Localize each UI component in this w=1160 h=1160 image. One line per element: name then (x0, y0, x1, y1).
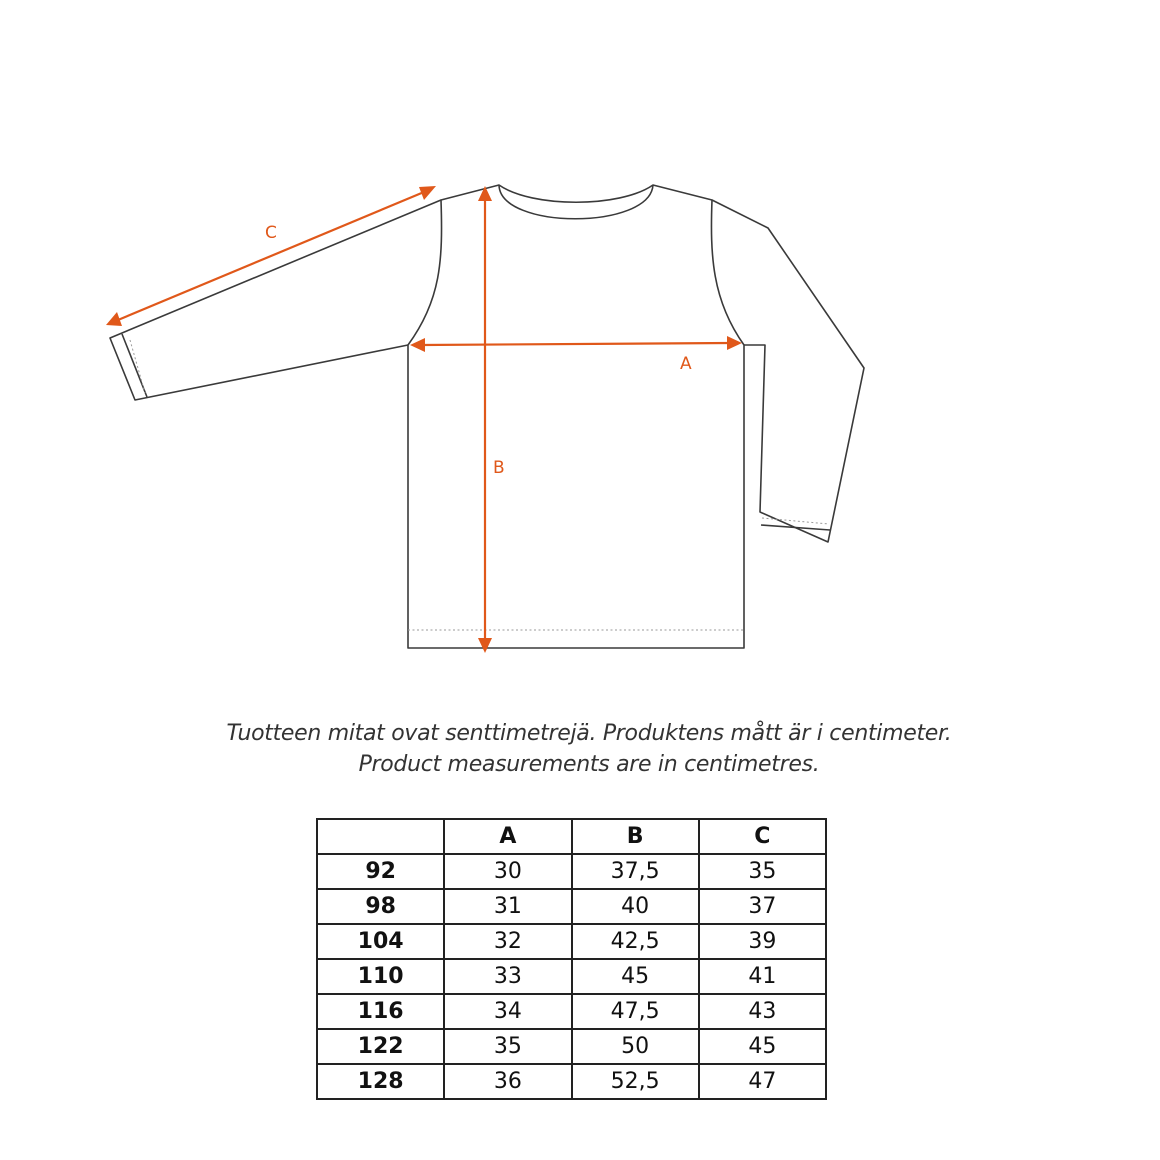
table-row (317, 924, 826, 959)
size-cell: 92 (317, 854, 444, 889)
b-cell: 40 (572, 889, 699, 924)
a-cell: 33 (444, 959, 571, 994)
a-cell: 35 (444, 1029, 571, 1064)
table-row (317, 889, 826, 924)
a-cell: 34 (444, 994, 571, 1029)
c-cell: 39 (699, 924, 826, 959)
measurement-c-label: C (265, 223, 277, 243)
c-cell: 37 (699, 889, 826, 924)
header-c: C (699, 819, 826, 854)
size-cell: 128 (317, 1064, 444, 1099)
size-cell: 104 (317, 924, 444, 959)
header-a: A (444, 819, 571, 854)
b-cell: 47,5 (572, 994, 699, 1029)
c-cell: 41 (699, 959, 826, 994)
a-cell: 31 (444, 889, 571, 924)
measurement-a-label: A (680, 354, 692, 374)
size-cell: 116 (317, 994, 444, 1029)
table-row (317, 854, 826, 889)
c-cell: 35 (699, 854, 826, 889)
c-cell: 45 (699, 1029, 826, 1064)
measurement-a (410, 336, 742, 374)
header-size (317, 819, 444, 854)
a-cell: 32 (444, 924, 571, 959)
table-row (317, 959, 826, 994)
c-cell: 47 (699, 1064, 826, 1099)
size-cell: 122 (317, 1029, 444, 1064)
b-cell: 42,5 (572, 924, 699, 959)
table-header-row (317, 819, 826, 854)
b-cell: 52,5 (572, 1064, 699, 1099)
a-cell: 36 (444, 1064, 571, 1099)
caption-line-1: Tuotteen mitat ovat senttimetrejä. Produktens mått är i centimeter. (226, 721, 952, 746)
caption-line-2: Product measurements are in centimetres. (358, 752, 820, 777)
table-row (317, 994, 826, 1029)
b-cell: 50 (572, 1029, 699, 1064)
measurement-c (106, 186, 436, 326)
header-b: B (572, 819, 699, 854)
stitching (130, 340, 829, 630)
shirt-outline (110, 185, 864, 648)
size-cell: 98 (317, 889, 444, 924)
size-cell: 110 (317, 959, 444, 994)
measurement-b-label: B (493, 458, 505, 478)
b-cell: 37,5 (572, 854, 699, 889)
a-cell: 30 (444, 854, 571, 889)
table-row (317, 1029, 826, 1064)
size-table (316, 818, 827, 1100)
table-row (317, 1064, 826, 1099)
c-cell: 43 (699, 994, 826, 1029)
measurement-b (478, 186, 505, 653)
b-cell: 45 (572, 959, 699, 994)
